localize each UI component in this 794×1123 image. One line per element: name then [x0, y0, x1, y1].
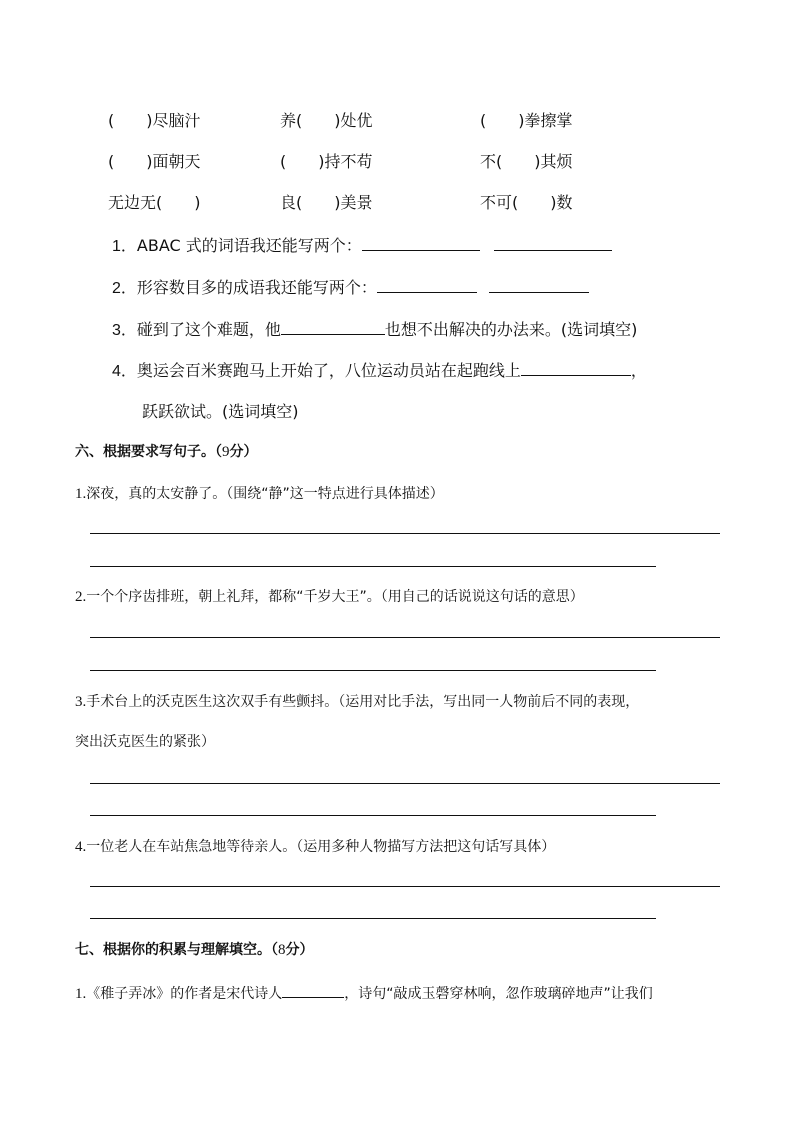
answer-blank[interactable]: [521, 357, 631, 376]
idiom-2-3: 不( )其烦: [480, 152, 573, 171]
item-number: 2.: [75, 589, 87, 605]
answer-line[interactable]: [90, 783, 720, 784]
answer-line[interactable]: [90, 566, 656, 567]
question-text: ABAC 式的词语我还能写两个：: [136, 236, 362, 255]
idiom-2-1: ( )面朝天: [108, 152, 201, 171]
question-number: 1．: [112, 238, 137, 255]
section-7-score: 8: [278, 942, 286, 958]
answer-line[interactable]: [90, 670, 656, 671]
fill-question-1: [112, 232, 612, 256]
fill-question-4: [112, 357, 647, 381]
answer-blank[interactable]: [281, 316, 385, 335]
answer-line[interactable]: [90, 886, 720, 887]
question-number: 3．: [112, 322, 137, 339]
section-6-item-4: [75, 836, 555, 856]
fill-question-2: [112, 274, 589, 298]
answer-blank[interactable]: [362, 232, 480, 251]
fill-question-4-continued: 跃跃欲试。(选词填空): [142, 402, 299, 421]
idiom-1-1: ( )尽脑汁: [108, 111, 201, 130]
question-number: 2．: [112, 280, 137, 297]
item-number: 4.: [75, 839, 87, 855]
item-text-post: ，诗句“敲成玉磬穿林响，忽作玻璃碎地声”让我们: [344, 986, 653, 1002]
item-text: 一个个序齿排班，朝上礼拜，都称“千岁大王”。（用自己的话说说这句话的意思）: [86, 589, 584, 605]
item-text-pre: 《稚子弄冰》的作者是宋代诗人: [86, 986, 283, 1002]
item-text: 手术台上的沃克医生这次双手有些颤抖。（运用对比手法，写出同一人物前后不同的表现，: [86, 694, 640, 710]
item-number: 3.: [75, 694, 87, 710]
section-6-score: 9: [222, 444, 230, 460]
answer-blank[interactable]: [377, 274, 477, 293]
item-number: 1.: [75, 486, 87, 502]
idiom-1-2: 养( )处优: [280, 111, 373, 130]
answer-line[interactable]: [90, 918, 656, 919]
idiom-2-2: ( )持不苟: [280, 152, 373, 171]
idiom-3-1: 无边无( ): [108, 193, 201, 212]
section-6-item-2: [75, 586, 584, 606]
section-7-item-1: [75, 982, 653, 1003]
section-6-title: 六、根据要求写句子。（9分）: [75, 444, 258, 460]
section-6-item-3-continued: 突出沃克医生的紧张）: [75, 734, 215, 750]
question-text-post: ，: [630, 361, 647, 380]
section-7-title: 七、根据你的积累与理解填空。（8分）: [75, 942, 314, 958]
answer-blank[interactable]: [494, 232, 612, 251]
question-text-post: 也想不出解决的办法来。(选词填空): [384, 320, 638, 339]
fill-question-3: [112, 316, 637, 340]
idiom-3-2: 良( )美景: [280, 193, 373, 212]
question-text-pre: 碰到了这个难题，他: [136, 320, 281, 339]
idiom-1-3: ( )拳擦掌: [480, 111, 573, 130]
answer-line[interactable]: [90, 637, 720, 638]
answer-line[interactable]: [90, 815, 656, 816]
question-number: 4．: [112, 363, 137, 380]
item-text: 深夜，真的太安静了。（围绕“静”这一特点进行具体描述）: [86, 486, 444, 502]
answer-line[interactable]: [90, 533, 720, 534]
section-6-item-1: [75, 483, 444, 503]
item-number: 1.: [75, 986, 87, 1002]
answer-blank[interactable]: [489, 274, 589, 293]
answer-blank[interactable]: [282, 982, 344, 998]
question-text-pre: 奥运会百米赛跑马上开始了，八位运动员站在起跑线上: [136, 361, 521, 380]
item-text: 一位老人在车站焦急地等待亲人。（运用多种人物描写方法把这句话写具体）: [86, 839, 556, 855]
idiom-3-3: 不可( )数: [480, 193, 573, 212]
section-6-item-3: [75, 691, 639, 711]
question-text: 形容数目多的成语我还能写两个：: [136, 278, 377, 297]
